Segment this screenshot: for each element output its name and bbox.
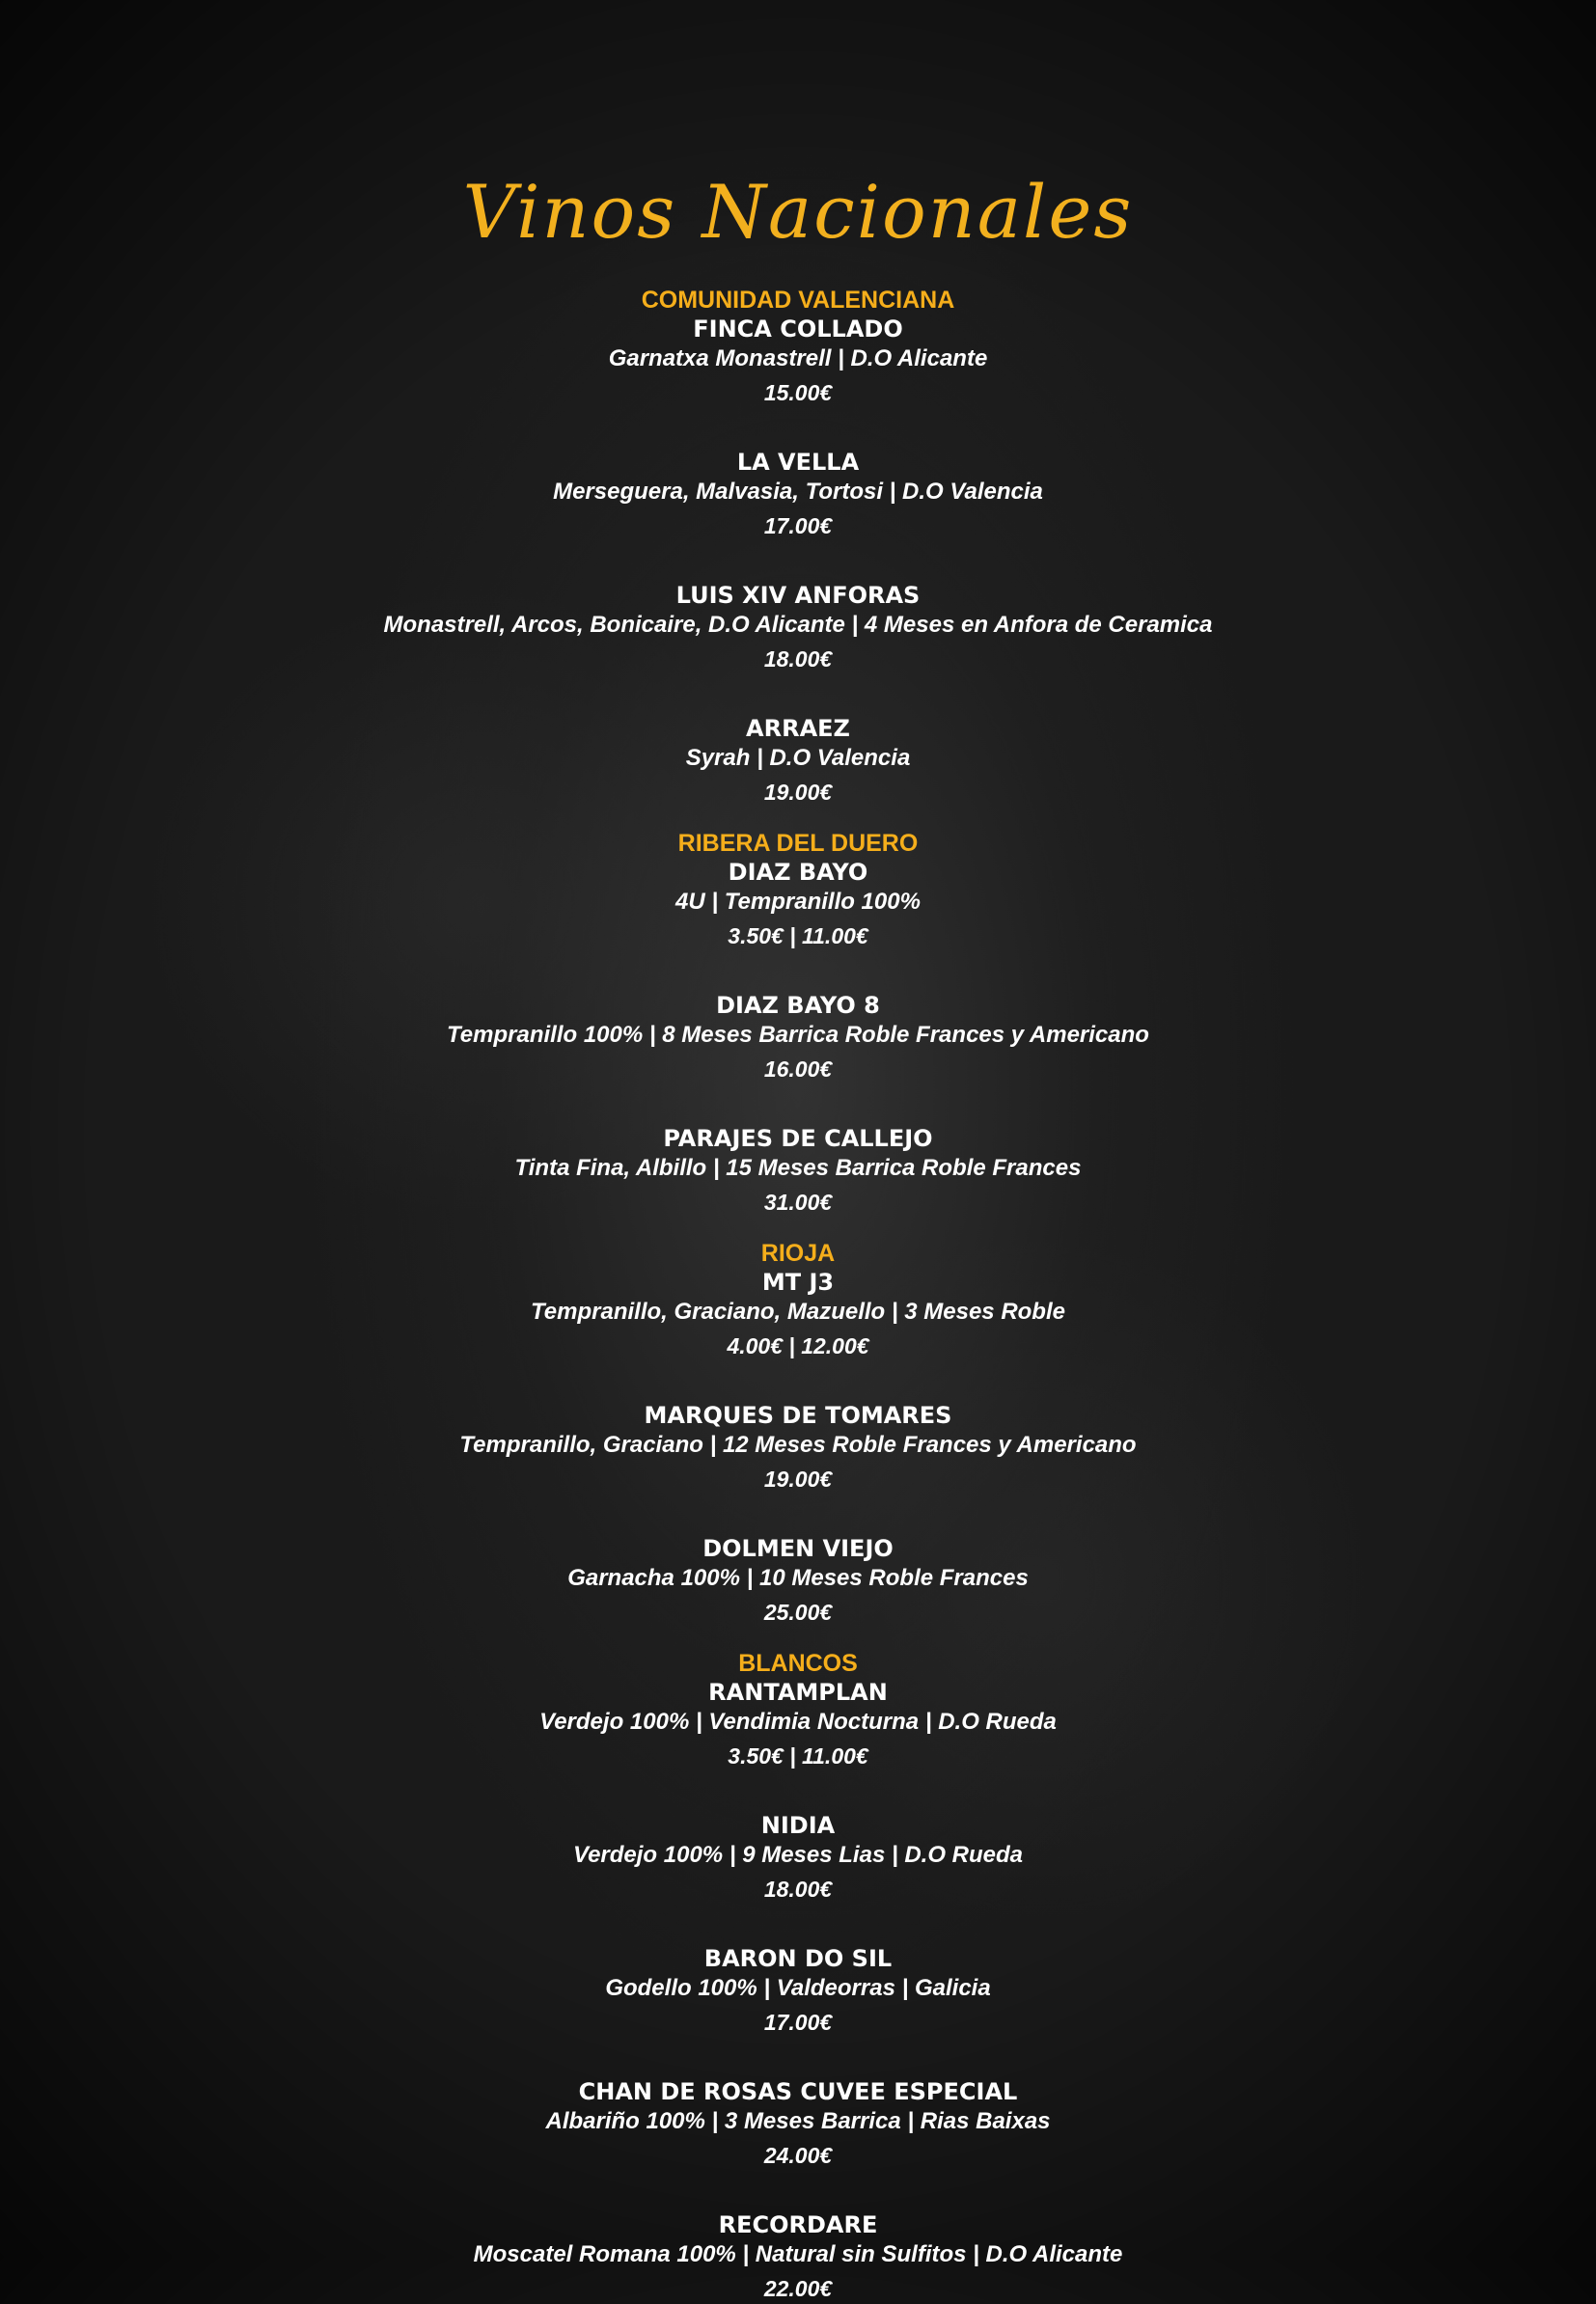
wine-description: Verdejo 100% | Vendimia Nocturna | D.O Rueda: [539, 1709, 1057, 1735]
wine-item: [0, 1268, 1596, 1361]
wine-item: [0, 1124, 1596, 1218]
wine-description: Syrah | D.O Valencia: [685, 745, 911, 771]
wine-name: MT J3: [761, 1269, 835, 1296]
wine-price: 25.00€: [763, 1600, 833, 1625]
wine-name: PARAJES DE CALLEJO: [663, 1125, 933, 1152]
wine-item: [0, 1401, 1596, 1495]
wine-description: Garnatxa Monastrell | D.O Alicante: [608, 345, 988, 371]
section-heading: BLANCOS: [738, 1650, 858, 1677]
wine-price: 3.50€ | 11.00€: [728, 923, 868, 948]
wine-name: MARQUES DE TOMARES: [644, 1402, 952, 1429]
wine-item: [0, 1678, 1596, 1771]
wine-price: 3.50€ | 11.00€: [728, 1743, 868, 1769]
wine-description: Monastrell, Arcos, Bonicaire, D.O Alicante | 4 Meses en Anfora de Ceramica: [383, 612, 1213, 638]
wine-menu: [0, 169, 1596, 2304]
wine-name: DIAZ BAYO 8: [716, 992, 880, 1019]
wine-price: 19.00€: [763, 780, 833, 805]
wine-item: [0, 858, 1596, 951]
section-heading: RIOJA: [760, 1240, 836, 1267]
section-ribera-del-duero: [0, 829, 1596, 1218]
wine-price: 18.00€: [763, 1877, 833, 1902]
wine-item: [0, 1944, 1596, 2038]
wine-description: Albariño 100% | 3 Meses Barrica | Rias Baixas: [545, 2108, 1051, 2134]
wine-name: RECORDARE: [718, 2211, 878, 2238]
wine-item: [0, 315, 1596, 408]
wine-name: NIDIA: [760, 1812, 836, 1839]
section-rioja: [0, 1239, 1596, 1628]
wine-price: 17.00€: [763, 2010, 833, 2035]
wine-description: Verdejo 100% | 9 Meses Lias | D.O Rueda: [572, 1842, 1024, 1868]
wine-item: [0, 2077, 1596, 2171]
wine-description: 4U | Tempranillo 100%: [675, 889, 921, 915]
wine-price: 18.00€: [763, 646, 833, 672]
wine-item: [0, 991, 1596, 1084]
wine-name: CHAN DE ROSAS CUVEE ESPECIAL: [578, 2078, 1018, 2105]
wine-price: 17.00€: [763, 513, 833, 538]
wine-item: [0, 714, 1596, 808]
wine-price: 31.00€: [763, 1190, 833, 1215]
wine-item: [0, 1534, 1596, 1628]
wine-name: DOLMEN VIEJO: [702, 1535, 894, 1562]
section-comunidad-valenciana: [0, 286, 1596, 808]
wine-name: DIAZ BAYO: [728, 859, 868, 886]
wine-item: [0, 448, 1596, 541]
wine-name: LUIS XIV ANFORAS: [675, 582, 921, 609]
wine-price: 22.00€: [763, 2276, 833, 2301]
wine-description: Garnacha 100% | 10 Meses Roble Frances: [567, 1565, 1029, 1591]
wine-item: [0, 581, 1596, 674]
wine-price: 4.00€ | 12.00€: [727, 1333, 869, 1358]
menu-title: Vinos Nacionales: [462, 169, 1134, 255]
wine-price: 24.00€: [763, 2143, 833, 2168]
wine-item: [0, 2210, 1596, 2304]
wine-name: FINCA COLLADO: [693, 315, 903, 343]
wine-price: 15.00€: [763, 380, 833, 405]
wine-price: 16.00€: [763, 1056, 833, 1082]
wine-description: Tempranillo, Graciano, Mazuello | 3 Meses Roble: [531, 1299, 1065, 1325]
wine-name: LA VELLA: [736, 449, 860, 476]
wine-description: Godello 100% | Valdeorras | Galicia: [605, 1975, 991, 2001]
section-heading: RIBERA DEL DUERO: [677, 830, 919, 857]
wine-description: Tinta Fina, Albillo | 15 Meses Barrica Roble Frances: [514, 1155, 1082, 1181]
section-blancos: [0, 1649, 1596, 2304]
wine-name: BARON DO SIL: [703, 1945, 893, 1972]
section-heading: COMUNIDAD VALENCIANA: [641, 287, 955, 314]
wine-name: RANTAMPLAN: [708, 1679, 888, 1706]
wine-description: Merseguera, Malvasia, Tortosi | D.O Valencia: [553, 479, 1043, 505]
wine-item: [0, 1811, 1596, 1905]
wine-description: Tempranillo 100% | 8 Meses Barrica Roble Frances y Americano: [447, 1022, 1149, 1048]
wine-description: Tempranillo, Graciano | 12 Meses Roble Frances y Americano: [459, 1432, 1137, 1458]
wine-price: 19.00€: [763, 1467, 833, 1492]
wine-description: Moscatel Romana 100% | Natural sin Sulfitos | D.O Alicante: [473, 2241, 1123, 2267]
wine-name: ARRAEZ: [746, 715, 850, 742]
